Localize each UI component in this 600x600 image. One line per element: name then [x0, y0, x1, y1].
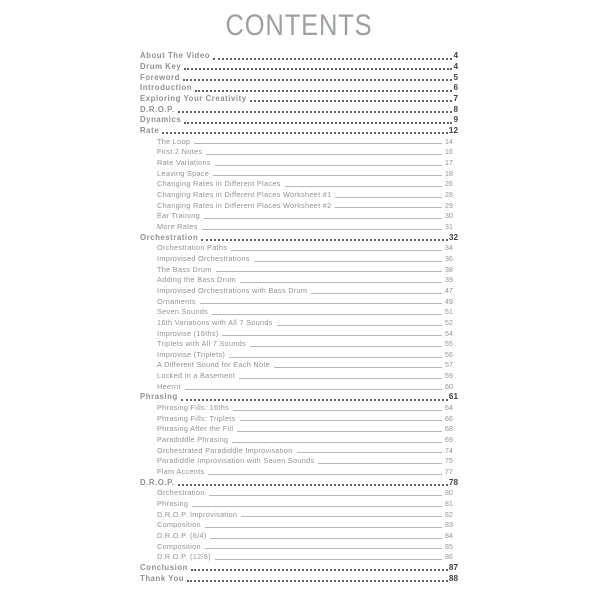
- toc-entry-label: Ornaments: [157, 296, 196, 306]
- toc-entry-label: D.R.O.P. (12/8): [157, 552, 211, 562]
- leader-line: [194, 143, 442, 144]
- toc-section-row: [140, 572, 458, 583]
- toc-entry-page: 8: [453, 104, 458, 114]
- toc-entry-label: Drum Key: [140, 62, 182, 72]
- toc-entry-page: 61: [448, 392, 458, 402]
- leader-line: [318, 463, 441, 464]
- leader-line: [229, 357, 442, 358]
- leader-line: [205, 527, 442, 528]
- leader-dots: [162, 132, 448, 134]
- leader-line: [311, 293, 442, 294]
- toc-entry-page: 86: [444, 552, 453, 562]
- toc-item-row: [140, 210, 458, 221]
- leader-line: [254, 261, 442, 262]
- toc-section-row: [140, 125, 458, 136]
- toc-entry-label: Composition: [157, 541, 201, 551]
- toc-entry-page: 6: [453, 83, 458, 93]
- toc-entry-page: 87: [448, 562, 458, 572]
- toc-entry-label: Triplets with All 7 Sounds: [157, 339, 247, 349]
- toc-entry-page: 30: [444, 211, 453, 221]
- toc-entry-label: First 2 Notes: [157, 147, 203, 157]
- leader-dots: [250, 100, 453, 102]
- toc-entry-page: 5: [453, 72, 458, 82]
- toc-item-row: [140, 316, 458, 327]
- toc-entry-label: Composition: [157, 520, 201, 530]
- toc-item-row: [140, 359, 458, 370]
- leader-line: [215, 165, 442, 166]
- toc-entry-page: 68: [444, 424, 453, 434]
- leader-dots: [191, 569, 448, 571]
- leader-line: [215, 559, 442, 560]
- toc-item-row: [140, 402, 458, 413]
- toc-item-row: [140, 178, 458, 189]
- toc-item-row: [140, 252, 458, 263]
- toc-item-row: [140, 189, 458, 200]
- toc-entry-page: 56: [444, 349, 453, 359]
- toc-entry-label: Changing Rates in Different Places Worksheet #1: [157, 189, 332, 199]
- toc-entry-page: 77: [444, 467, 453, 477]
- leader-line: [241, 516, 442, 517]
- toc-entry-page: 57: [444, 360, 453, 370]
- toc-item-row: [140, 274, 458, 285]
- toc-entry-label: Improvise (Triplets): [157, 349, 226, 359]
- toc-entry-page: 4: [453, 62, 458, 72]
- toc-entry-page: 34: [444, 243, 453, 253]
- toc-list: [140, 50, 458, 583]
- leader-line: [210, 538, 441, 539]
- toc-entry-label: Dynamics: [140, 115, 182, 125]
- toc-entry-page: 17: [444, 158, 453, 168]
- toc-entry-page: 82: [444, 509, 453, 519]
- toc-section-row: [140, 71, 458, 82]
- toc-item-row: [140, 551, 458, 562]
- toc-entry-label: Leaving Space: [157, 168, 210, 178]
- toc-item-row: [140, 487, 458, 498]
- leader-line: [232, 442, 441, 443]
- toc-item-row: [140, 444, 458, 455]
- toc-entry-label: Orchestration Paths: [157, 243, 228, 253]
- toc-entry-page: 29: [444, 200, 453, 210]
- toc-item-row: [140, 338, 458, 349]
- toc-item-row: [140, 306, 458, 317]
- leader-line: [185, 389, 442, 390]
- leader-dots: [178, 484, 448, 486]
- toc-entry-label: Rate: [140, 126, 160, 136]
- toc-entry-label: Orchestration: [157, 488, 205, 498]
- toc-entry-label: The Bass Drum: [157, 264, 212, 274]
- toc-item-row: [140, 519, 458, 530]
- toc-entry-page: 83: [444, 520, 453, 530]
- toc-item-row: [140, 167, 458, 178]
- toc-item-row: [140, 284, 458, 295]
- toc-entry-label: 16th Variations with All 7 Sounds: [157, 317, 273, 327]
- toc-entry-label: Heernt: [157, 381, 181, 391]
- toc-item-row: [140, 157, 458, 168]
- leader-line: [277, 325, 442, 326]
- toc-entry-label: D.R.O.P.: [140, 477, 175, 487]
- page-title: CONTENTS: [225, 9, 373, 42]
- leader-line: [285, 186, 442, 187]
- toc-entry-label: More Rates: [157, 221, 198, 231]
- leader-line: [237, 431, 442, 432]
- toc-entry-label: Changing Rates in Different Places: [157, 179, 281, 189]
- leader-dots: [195, 90, 452, 92]
- toc-item-row: [140, 455, 458, 466]
- toc-entry-label: About The Video: [140, 51, 211, 61]
- toc-entry-page: 64: [444, 403, 453, 413]
- leader-line: [200, 303, 442, 304]
- leader-line: [240, 420, 442, 421]
- toc-entry-page: 80: [444, 488, 453, 498]
- toc-entry-label: D.R.O.P. Improvisation: [157, 509, 238, 519]
- toc-item-row: [140, 348, 458, 359]
- toc-entry-label: Paradiddle Improvisation with Seven Sounds: [157, 456, 315, 466]
- toc-item-row: [140, 146, 458, 157]
- toc-entry-label: Phrasing Fills: 16ths: [157, 403, 230, 413]
- toc-section-row: [140, 82, 458, 93]
- toc-entry-label: Introduction: [140, 83, 193, 93]
- toc-entry-label: Paradiddle Phrasing: [157, 435, 229, 445]
- leader-line: [212, 314, 442, 315]
- toc-entry-page: 4: [453, 51, 458, 61]
- leader-line: [206, 154, 442, 155]
- leader-line: [233, 410, 442, 411]
- toc-entry-page: 75: [444, 456, 453, 466]
- toc-entry-page: 31: [444, 221, 453, 231]
- toc-entry-label: Ear Training: [157, 211, 200, 221]
- toc-entry-page: 88: [448, 573, 458, 583]
- toc-entry-label: D.R.O.P.: [140, 104, 175, 114]
- toc-section-row: [140, 391, 458, 402]
- toc-item-row: [140, 242, 458, 253]
- leader-line: [202, 229, 442, 230]
- toc-entry-label: Flam Accents: [157, 467, 205, 477]
- leader-dots: [184, 68, 452, 70]
- toc-entry-label: Seven Sounds: [157, 307, 209, 317]
- leader-dots: [178, 111, 453, 113]
- toc-entry-page: 32: [448, 232, 458, 242]
- toc-entry-page: 28: [444, 189, 453, 199]
- leader-line: [297, 452, 442, 453]
- toc-item-row: [140, 498, 458, 509]
- toc-entry-label: Rate Variations: [157, 158, 211, 168]
- leader-line: [216, 271, 442, 272]
- toc-item-row: [140, 221, 458, 232]
- toc-entry-page: 7: [453, 94, 458, 104]
- leader-line: [231, 250, 442, 251]
- toc-entry-page: 38: [444, 264, 453, 274]
- leader-line: [204, 218, 442, 219]
- toc-entry-label: D.R.O.P. (6/4): [157, 530, 207, 540]
- toc-entry-page: 81: [444, 499, 453, 509]
- toc-item-row: [140, 530, 458, 541]
- toc-entry-page: 74: [444, 445, 453, 455]
- toc-entry-page: 39: [444, 275, 453, 285]
- toc-entry-label: Phrasing Fills: Triplets: [157, 413, 236, 423]
- toc-item-row: [140, 412, 458, 423]
- toc-entry-label: Phrasing: [157, 499, 189, 509]
- toc-entry-page: 26: [444, 179, 453, 189]
- toc-entry-page: 9: [453, 115, 458, 125]
- toc-entry-label: The Loop: [157, 136, 191, 146]
- toc-section-row: [140, 61, 458, 72]
- toc-entry-label: Orchestrated Paradiddle Improvisation: [157, 445, 293, 455]
- leader-line: [240, 282, 442, 283]
- toc-item-row: [140, 199, 458, 210]
- toc-item-row: [140, 508, 458, 519]
- toc-entry-page: 84: [444, 530, 453, 540]
- leader-line: [205, 548, 442, 549]
- leader-dots: [201, 239, 448, 241]
- toc-item-row: [140, 295, 458, 306]
- toc-entry-label: Changing Rates in Different Places Worksheet #2: [157, 200, 332, 210]
- leader-line: [209, 495, 442, 496]
- toc-entry-label: Locked in a Basement: [157, 371, 236, 381]
- toc-entry-label: Phrasing After the Fill: [157, 424, 234, 434]
- toc-item-row: [140, 370, 458, 381]
- toc-entry-page: 18: [444, 168, 453, 178]
- toc-entry-page: 69: [444, 435, 453, 445]
- toc-section-row: [140, 93, 458, 104]
- toc-entry-page: 51: [444, 307, 453, 317]
- leader-dots: [187, 580, 448, 582]
- toc-entry-page: 49: [444, 296, 453, 306]
- toc-entry-label: Phrasing: [140, 392, 178, 402]
- leader-dots: [213, 58, 452, 60]
- toc-item-row: [140, 135, 458, 146]
- toc-entry-label: Thank You: [140, 573, 185, 583]
- toc-entry-page: 36: [444, 253, 453, 263]
- toc-entry-page: 60: [444, 381, 453, 391]
- toc-entry-page: 47: [444, 285, 453, 295]
- toc-entry-page: 14: [444, 136, 453, 146]
- toc-section-row: [140, 476, 458, 487]
- leader-line: [335, 197, 441, 198]
- leader-line: [222, 335, 441, 336]
- leader-dots: [181, 399, 448, 401]
- toc-entry-page: 85: [444, 541, 453, 551]
- toc-section-row: [140, 50, 458, 61]
- toc-entry-label: Orchestration: [140, 232, 199, 242]
- toc-entry-page: 66: [444, 413, 453, 423]
- toc-item-row: [140, 380, 458, 391]
- leader-line: [213, 175, 442, 176]
- toc-section-row: [140, 562, 458, 573]
- toc-item-row: [140, 263, 458, 274]
- toc-entry-label: A Different Sound for Each Note: [157, 360, 271, 370]
- toc-entry-page: 52: [444, 317, 453, 327]
- toc-section-row: [140, 103, 458, 114]
- toc-entry-label: Improvise (16ths): [157, 328, 219, 338]
- toc-item-row: [140, 434, 458, 445]
- toc-section-row: [140, 114, 458, 125]
- toc-item-row: [140, 423, 458, 434]
- leader-line: [192, 506, 442, 507]
- toc-entry-page: 54: [444, 328, 453, 338]
- toc-entry-page: 55: [444, 339, 453, 349]
- toc-entry-label: Improvised Orchestrations with Bass Drum: [157, 285, 308, 295]
- toc-entry-page: 16: [444, 147, 453, 157]
- toc-entry-label: Foreword: [140, 72, 180, 82]
- toc-entry-page: 59: [444, 371, 453, 381]
- leader-line: [274, 367, 442, 368]
- toc-entry-page: 12: [448, 126, 458, 136]
- leader-line: [335, 207, 441, 208]
- toc-entry-label: Exploring Your Creativity: [140, 94, 247, 104]
- toc-item-row: [140, 466, 458, 477]
- leader-line: [208, 474, 441, 475]
- toc-entry-page: 78: [448, 477, 458, 487]
- toc-item-row: [140, 540, 458, 551]
- leader-line: [250, 346, 442, 347]
- leader-line: [239, 378, 442, 379]
- toc-entry-label: Improvised Orchestrations: [157, 253, 250, 263]
- toc-item-row: [140, 327, 458, 338]
- leader-dots: [183, 79, 453, 81]
- toc-entry-label: Adding the Bass Drum: [157, 275, 237, 285]
- toc-entry-label: Conclusion: [140, 562, 188, 572]
- toc-section-row: [140, 231, 458, 242]
- leader-dots: [184, 122, 452, 124]
